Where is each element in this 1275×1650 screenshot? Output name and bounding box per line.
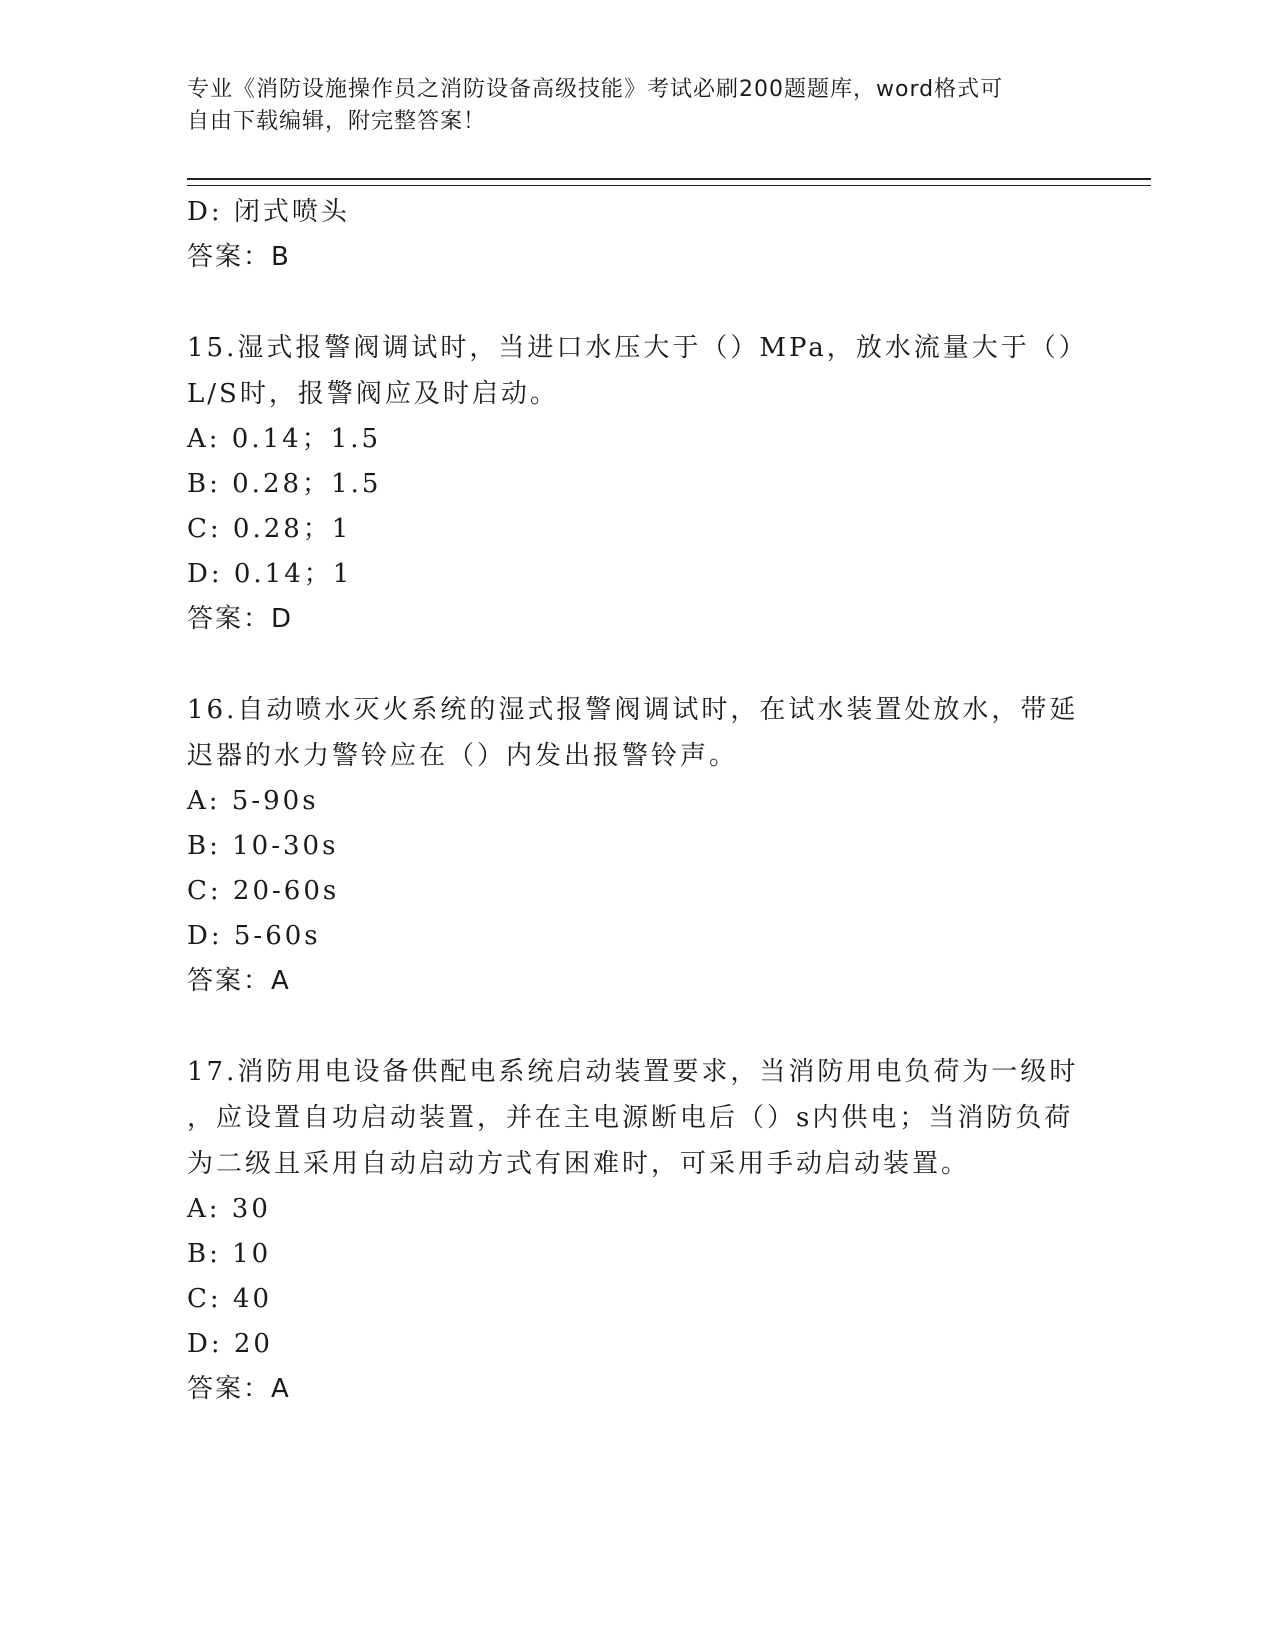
option-c: C: 40 [187,1284,273,1314]
stem-line: 为二级且采用自动启动方式有困难时，可采用手动启动装置。 [187,1149,971,1179]
option-d: D: 0.14；1 [187,559,353,589]
option-b: B: 0.28；1.5 [187,469,382,499]
stem-line: ，应设置自功启动装置，并在主电源断电后（）s内供电；当消防负荷 [187,1103,1074,1133]
option-d: D: 20 [187,1329,273,1359]
stem-line: L/S时，报警阀应及时启动。 [187,379,559,409]
stem-line: 17.消防用电设备供配电系统启动装置要求，当消防用电负荷为一级时 [187,1057,1079,1087]
spacer [187,642,1087,687]
stem-line: 16.自动喷水灭火系统的湿式报警阀调试时，在试水装置处放水，带延 [187,695,1079,725]
stem-line: 15.湿式报警阀调试时，当进口水压大于（）MPa，放水流量大于（） [187,333,1088,363]
option-a: A: 5-90s [187,786,319,816]
option-b: B: 10-30s [187,831,339,861]
page-header [187,74,1087,138]
question-stem [187,1049,1087,1187]
question-15 [187,325,1087,642]
header-divider [187,178,1151,186]
question-17 [187,1049,1087,1412]
option-a: A: 30 [187,1194,271,1224]
question-stem [187,325,1087,417]
header-text-line-2: 自由下载编辑，附完整答案！ [187,109,487,134]
carryover-option-d: D: 闭式喷头 [187,197,350,227]
document-body [187,190,1087,1412]
spacer [187,280,1087,325]
option-c: C: 0.28；1 [187,514,352,544]
question-stem [187,687,1087,779]
carryover-answer: 答案：B [187,242,291,272]
option-b: B: 10 [187,1239,272,1269]
option-d: D: 5-60s [187,921,321,951]
option-a: A: 0.14；1.5 [187,424,382,454]
question-16 [187,687,1087,1004]
option-c: C: 20-60s [187,876,340,906]
header-text-line-1: 专业《消防设施操作员之消防设备高级技能》考试必刷200题题库，word格式可 [187,77,1004,102]
spacer [187,1004,1087,1049]
stem-line: 迟器的水力警铃应在（）内发出报警铃声。 [187,741,739,771]
answer: 答案：A [187,1374,291,1404]
answer: 答案：D [187,604,294,634]
answer: 答案：A [187,966,291,996]
